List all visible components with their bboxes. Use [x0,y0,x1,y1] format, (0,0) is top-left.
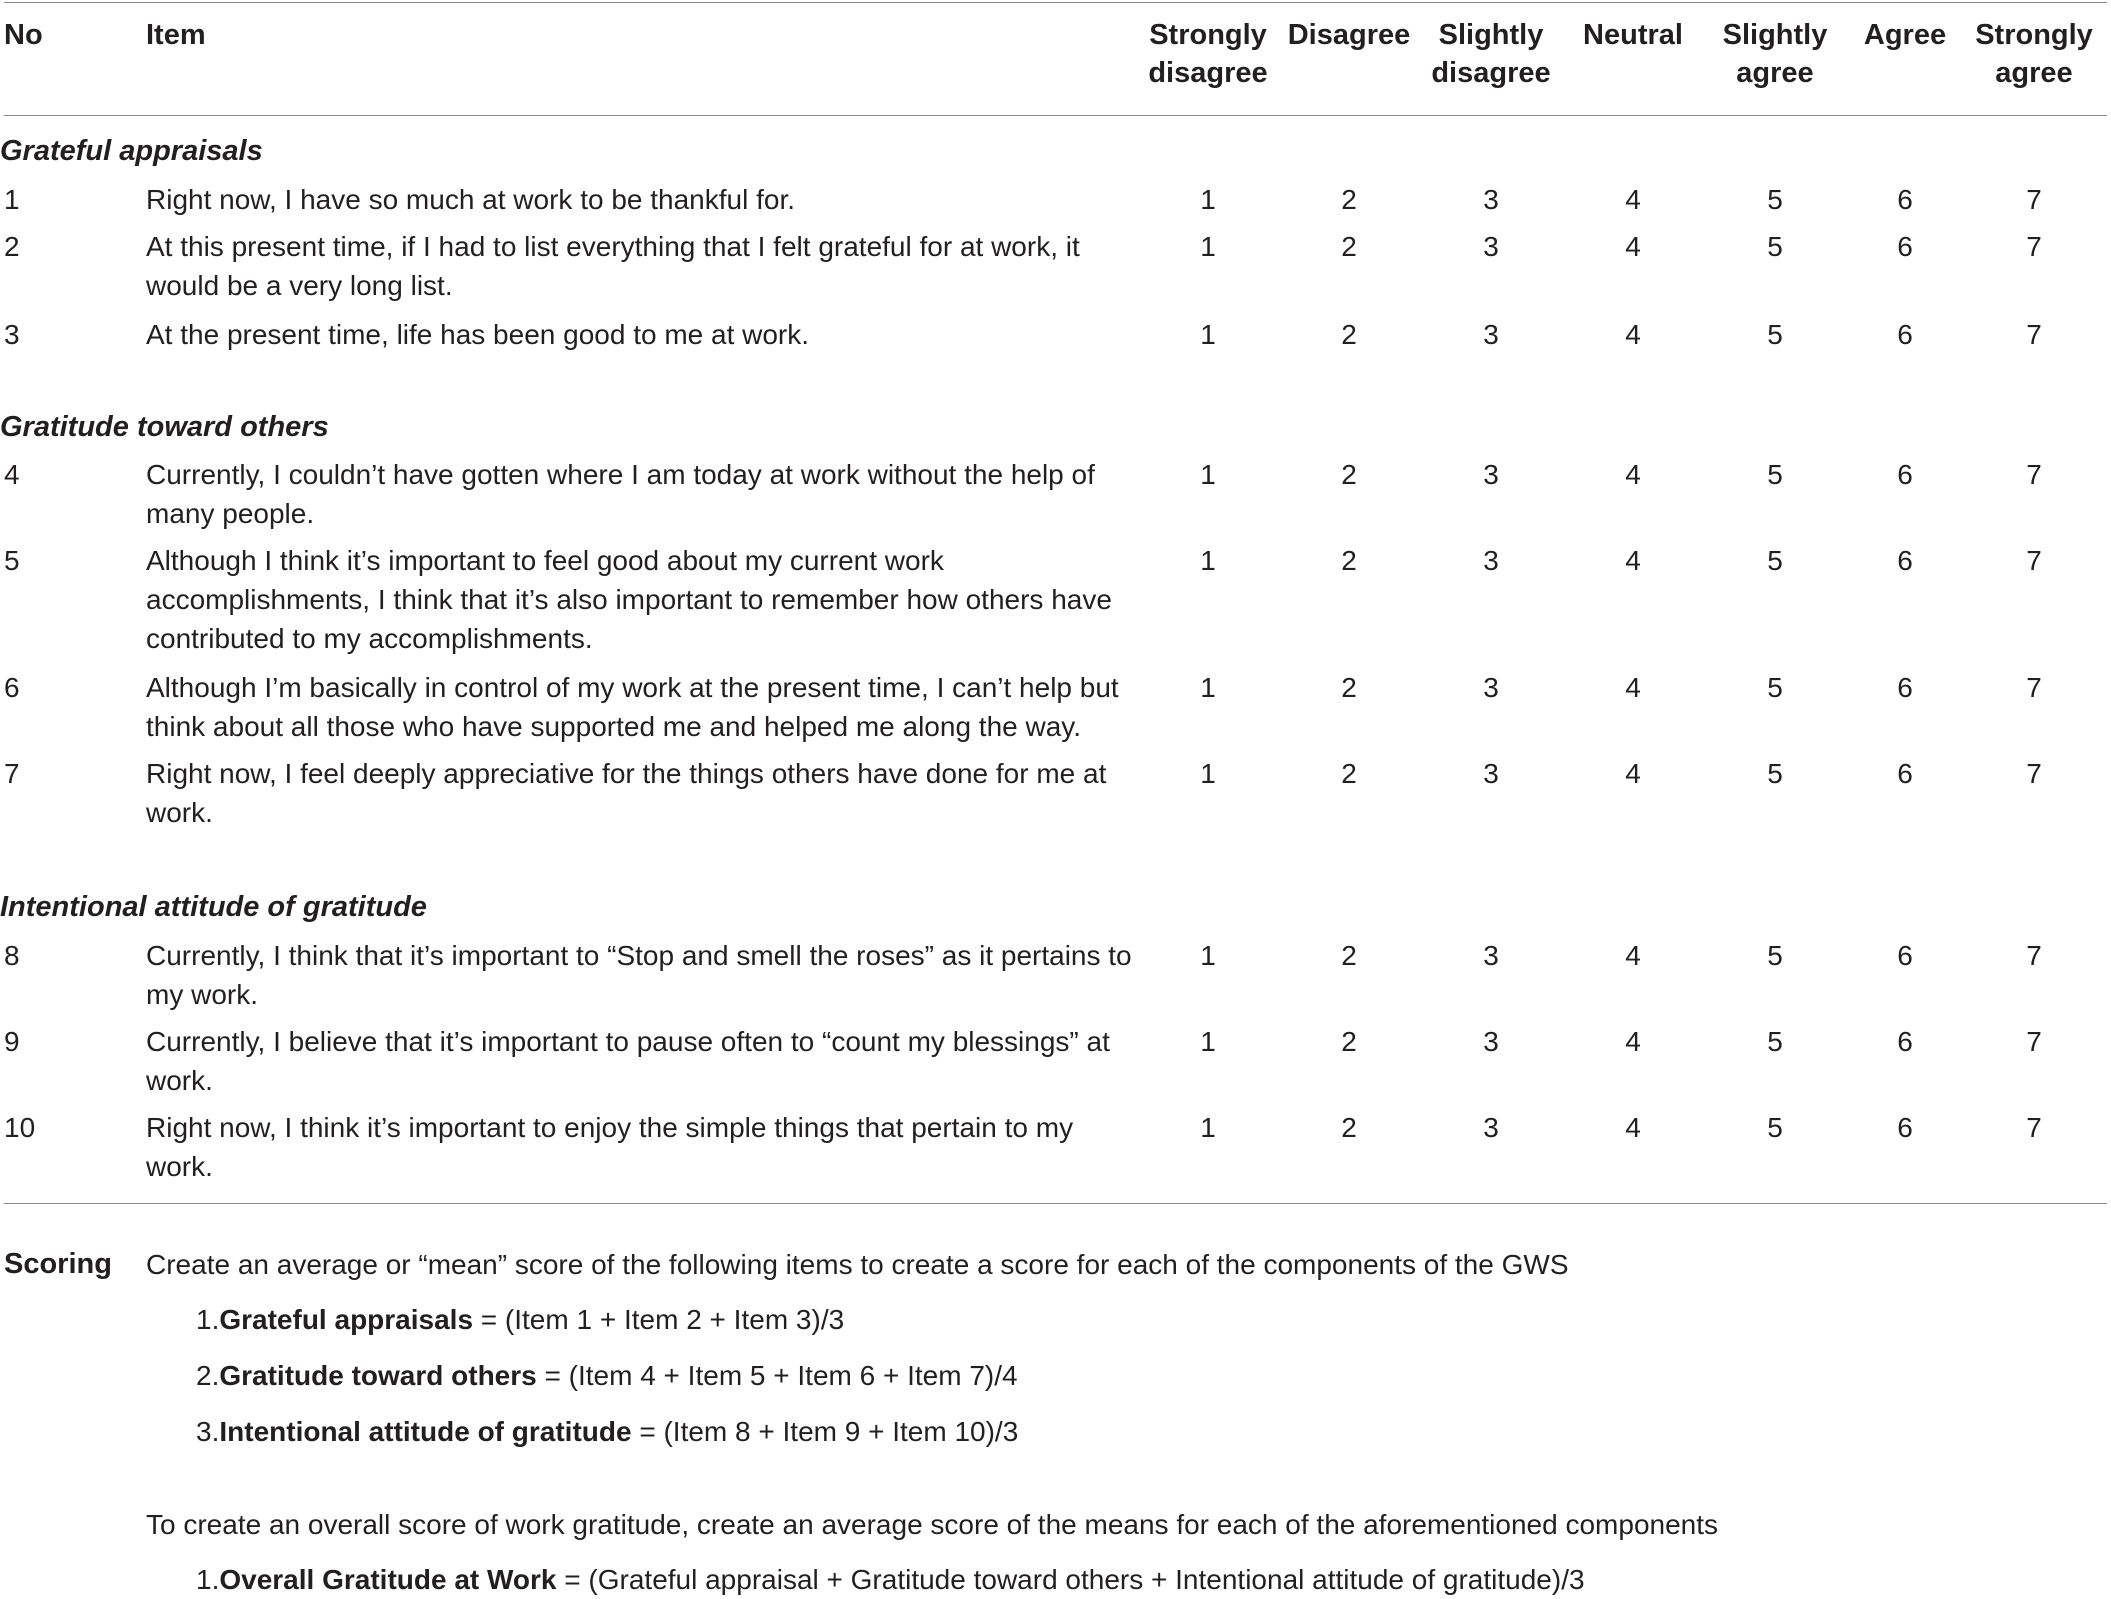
scoring-label: Scoring [4,1248,112,1280]
score-value: 5 [1767,940,1783,971]
item-number: 7 [4,758,20,789]
score-value: 3 [1483,1112,1499,1143]
score-value: 3 [1483,758,1499,789]
item-number: 2 [4,231,20,262]
header-scale-line: Agree [1863,19,1947,51]
formula-line [196,1300,844,1339]
score-value: 5 [1767,231,1783,262]
header-scale-7 [1964,16,2104,92]
score-value: 6 [1897,672,1913,703]
score-value: 2 [1341,319,1357,350]
score-value: 1 [1200,231,1216,262]
score-value: 1 [1200,672,1216,703]
score-value: 5 [1767,459,1783,490]
formula-name: Overall Gratitude at Work [219,1564,557,1595]
score-value: 7 [2026,1026,2042,1057]
score-value: 5 [1767,1112,1783,1143]
score-value: 1 [1200,1026,1216,1057]
formula-name: Gratitude toward others [219,1360,537,1391]
score-value: 4 [1625,1026,1641,1057]
formula-name: Intentional attitude of gratitude [219,1416,632,1447]
section-title: Grateful appraisals [0,135,263,167]
item-text: Although I think it’s important to feel good about my current work accomplishments, I think that it’s also important to remember how others have contributed to my accomplishments. [146,545,1112,654]
formula-line [196,1356,1018,1395]
score-value: 7 [2026,940,2042,971]
formula-expression: = (Grateful appraisal + Gratitude toward others + Intentional attitude of gratitude)/3 [556,1564,1585,1595]
table-top-rule [4,2,2107,3]
score-value: 6 [1897,459,1913,490]
scoring-intro: Create an average or “mean” score of the following items to create a score for each of the components of the GWS [146,1249,1569,1280]
formula-line [196,1412,1018,1451]
score-value: 6 [1897,231,1913,262]
item-text: Currently, I think that it’s important to “Stop and smell the roses” as it pertains to my work. [146,940,1132,1010]
score-value: 6 [1897,184,1913,215]
item-number: 9 [4,1026,20,1057]
score-value: 6 [1897,758,1913,789]
score-value: 7 [2026,758,2042,789]
overall-intro: To create an overall score of work gratitude, create an average score of the means for each of the aforementioned components [146,1509,1719,1540]
item-text: Although I’m basically in control of my work at the present time, I can’t help but think about all those who have supported me and helped me along the way. [146,672,1119,742]
score-value: 7 [2026,231,2042,262]
formula-number: 2. [196,1360,220,1391]
score-value: 5 [1767,545,1783,576]
score-value: 7 [2026,319,2042,350]
score-value: 1 [1200,184,1216,215]
score-value: 2 [1341,1026,1357,1057]
score-value: 3 [1483,672,1499,703]
score-value: 5 [1767,319,1783,350]
formula-expression: = (Item 4 + Item 5 + Item 6 + Item 7)/4 [536,1360,1018,1391]
item-number: 6 [4,672,20,703]
item-number: 1 [4,184,20,215]
score-value: 5 [1767,1026,1783,1057]
header-scale-line: Neutral [1583,19,1683,51]
formula-expression: = (Item 8 + Item 9 + Item 10)/3 [631,1416,1019,1447]
score-value: 4 [1625,672,1641,703]
item-number: 5 [4,545,20,576]
score-value: 4 [1625,940,1641,971]
score-value: 1 [1200,758,1216,789]
header-scale-line: Strongly [1975,19,2093,51]
item-number: 10 [4,1112,36,1143]
header-scale-line: disagree [1148,57,1268,89]
score-value: 6 [1897,319,1913,350]
score-value: 7 [2026,545,2042,576]
score-value: 3 [1483,940,1499,971]
score-value: 7 [2026,672,2042,703]
score-value: 7 [2026,459,2042,490]
score-value: 4 [1625,319,1641,350]
item-number: 4 [4,459,20,490]
item-number: 3 [4,319,20,350]
score-value: 2 [1341,545,1357,576]
score-value: 2 [1341,231,1357,262]
header-scale-line: agree [1995,57,2073,89]
score-value: 3 [1483,184,1499,215]
item-text: At this present time, if I had to list everything that I felt grateful for at work, it would be a very long list. [146,231,1080,301]
score-value: 1 [1200,545,1216,576]
formula-number: 1. [196,1304,220,1335]
header-scale-line: Disagree [1287,19,1411,51]
header-scale-line: Slightly [1438,19,1544,51]
score-value: 2 [1341,672,1357,703]
score-value: 5 [1767,184,1783,215]
item-number: 8 [4,940,20,971]
item-text: Currently, I believe that it’s important to pause often to “count my blessings” at work. [146,1026,1110,1096]
header-scale-5 [1705,16,1845,92]
score-value: 1 [1200,940,1216,971]
score-value: 4 [1625,1112,1641,1143]
score-value: 3 [1483,231,1499,262]
item-text: Currently, I couldn’t have gotten where I am today at work without the help of many people. [146,459,1095,529]
header-rule [4,115,2107,116]
header-scale-line: disagree [1431,57,1551,89]
score-value: 2 [1341,758,1357,789]
formula-expression: = (Item 1 + Item 2 + Item 3)/3 [473,1304,845,1335]
score-value: 4 [1625,758,1641,789]
score-value: 4 [1625,184,1641,215]
table-bottom-rule [4,1203,2107,1204]
item-text: Right now, I feel deeply appreciative for the things others have done for me at work. [146,758,1107,828]
score-value: 2 [1341,184,1357,215]
score-value: 4 [1625,231,1641,262]
score-value: 1 [1200,319,1216,350]
item-text: Right now, I think it’s important to enjoy the simple things that pertain to my work. [146,1112,1074,1182]
score-value: 2 [1341,940,1357,971]
header-scale-3 [1421,16,1561,92]
formula-number: 1. [196,1564,220,1595]
score-value: 4 [1625,545,1641,576]
section-title: Gratitude toward others [0,411,329,443]
header-no: No [4,19,43,51]
formula-number: 3. [196,1416,220,1447]
header-scale-6 [1835,16,1975,54]
overall-formula [196,1560,1585,1599]
score-value: 7 [2026,1112,2042,1143]
header-scale-4 [1563,16,1703,54]
score-value: 3 [1483,1026,1499,1057]
item-text: Right now, I have so much at work to be thankful for. [146,184,796,215]
header-scale-2 [1279,16,1419,54]
header-scale-line: agree [1736,57,1814,89]
score-value: 2 [1341,459,1357,490]
score-value: 3 [1483,459,1499,490]
score-value: 6 [1897,545,1913,576]
section-title: Intentional attitude of gratitude [0,891,427,923]
score-value: 7 [2026,184,2042,215]
score-value: 6 [1897,940,1913,971]
score-value: 5 [1767,672,1783,703]
score-value: 2 [1341,1112,1357,1143]
item-text: At the present time, life has been good to me at work. [146,319,810,350]
score-value: 3 [1483,545,1499,576]
score-value: 6 [1897,1112,1913,1143]
score-value: 4 [1625,459,1641,490]
header-item: Item [146,19,206,51]
header-scale-line: Slightly [1722,19,1828,51]
score-value: 5 [1767,758,1783,789]
score-value: 1 [1200,1112,1216,1143]
formula-name: Grateful appraisals [219,1304,474,1335]
score-value: 3 [1483,319,1499,350]
score-value: 1 [1200,459,1216,490]
header-scale-1 [1138,16,1278,92]
header-scale-line: Strongly [1149,19,1267,51]
score-value: 6 [1897,1026,1913,1057]
